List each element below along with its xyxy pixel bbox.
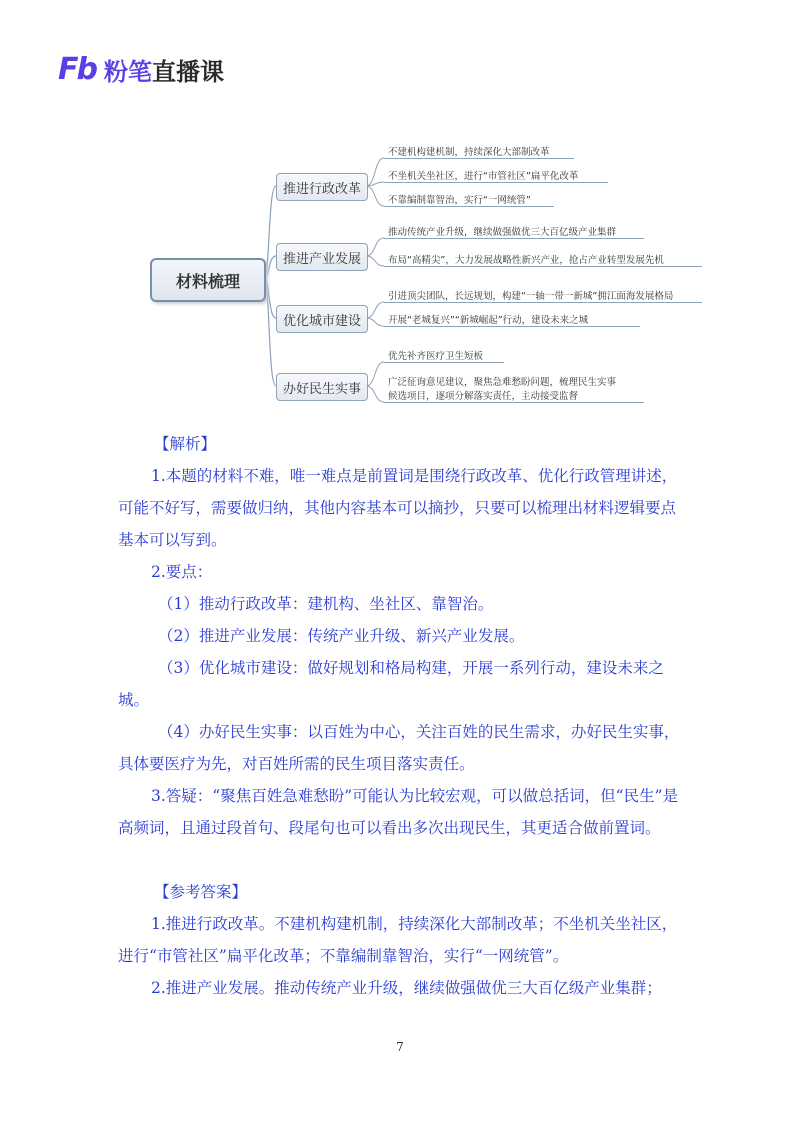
logo-product: 直播课 (151, 58, 224, 86)
analysis-item: （2）推进产业发展：传统产业升级、新兴产业发展。 (158, 627, 525, 645)
branch-livelihood: 办好民生实事 (276, 373, 368, 401)
mind-map-root: 材料梳理 (150, 258, 266, 302)
leaf-underline (384, 362, 504, 363)
spacer (118, 844, 686, 876)
leaf-underline (384, 206, 554, 207)
logo-brand-text (104, 52, 224, 87)
leaf: 不坐机关坐社区，进行“市管社区”扁平化改革 (388, 171, 579, 182)
leaf-underline (384, 402, 644, 403)
leaf: 候选项目，逐项分解落实责任，主动接受监督 (388, 391, 579, 402)
analysis-paragraph: 3.答疑：“聚焦百姓急难愁盼”可能认为比较宏观，可以做总括词，但“民生”是高频词，且通过段首句、段尾句也可以看出多次出现民生，其更适合做前置词。 (118, 787, 678, 837)
leaf: 引进顶尖团队，长远规划，构建“一轴一带一新城”拥江面海发展格局 (388, 291, 674, 302)
analysis-item: （1）推动行政改革：建机构、坐社区、靠智治。 (158, 595, 494, 613)
page-number: 7 (396, 1040, 404, 1054)
leaf-underline (384, 182, 608, 183)
leaf-underline (384, 266, 702, 267)
answer-heading: 【参考答案】 (154, 883, 248, 901)
leaf: 推动传统产业升级，继续做强做优三大百亿级产业集群 (388, 227, 617, 238)
leaf: 不建机构建机制，持续深化大部制改革 (388, 147, 550, 158)
analysis-heading: 【解析】 (154, 435, 217, 453)
branch-admin-reform: 推进行政改革 (276, 173, 368, 201)
branch-city: 优化城市建设 (276, 305, 368, 333)
leaf: 布局“高精尖”，大力发展战略性新兴产业，抢占产业转型发展先机 (388, 255, 664, 266)
analysis-item: （4）办好民生实事：以百姓为中心，关注百姓的民生需求，办好民生实事，具体要医疗为先，对百姓所需的民生项目落实责任。 (118, 723, 680, 773)
analysis-paragraph: 1.本题的材料不难，唯一难点是前置词是围绕行政改革、优化行政管理讲述，可能不好写，需要做归纳，其他内容基本可以摘抄，只要可以梳理出材料逻辑要点基本可以写到。 (118, 467, 678, 549)
leaf-underline (384, 326, 640, 327)
leaf-underline (384, 158, 574, 159)
fb-logo-mark: Fb (58, 52, 96, 87)
answer-paragraph: 1.推进行政改革。不建机构建机制，持续深化大部制改革；不坐机关坐社区，进行“市管社区”扁平化改革；不靠编制靠智治，实行“一网统管”。 (118, 915, 678, 965)
branch-industry: 推进产业发展 (276, 243, 368, 271)
leaf: 广泛征询意见建议，聚焦急难愁盼问题，梳理民生实事 (388, 377, 617, 388)
logo-brand: 粉笔 (103, 58, 152, 86)
brand-logo (58, 52, 224, 87)
leaf: 优先补齐医疗卫生短板 (388, 351, 484, 362)
leaf-underline (384, 238, 644, 239)
leaf: 不靠编制靠智治，实行“一网统管” (388, 195, 531, 206)
analysis-paragraph: 2.要点： (151, 563, 213, 581)
mind-map (148, 138, 708, 413)
leaf-underline (384, 302, 702, 303)
leaf: 开展“老城复兴”“新城崛起”行动，建设未来之城 (388, 315, 589, 326)
analysis-item: （3）优化城市建设：做好规划和格局构建，开展一系列行动，建设未来之城。 (118, 659, 664, 709)
answer-paragraph: 2.推进产业发展。推动传统产业升级，继续做强做优三大百亿级产业集群； (151, 979, 662, 997)
document-body (118, 428, 686, 1004)
